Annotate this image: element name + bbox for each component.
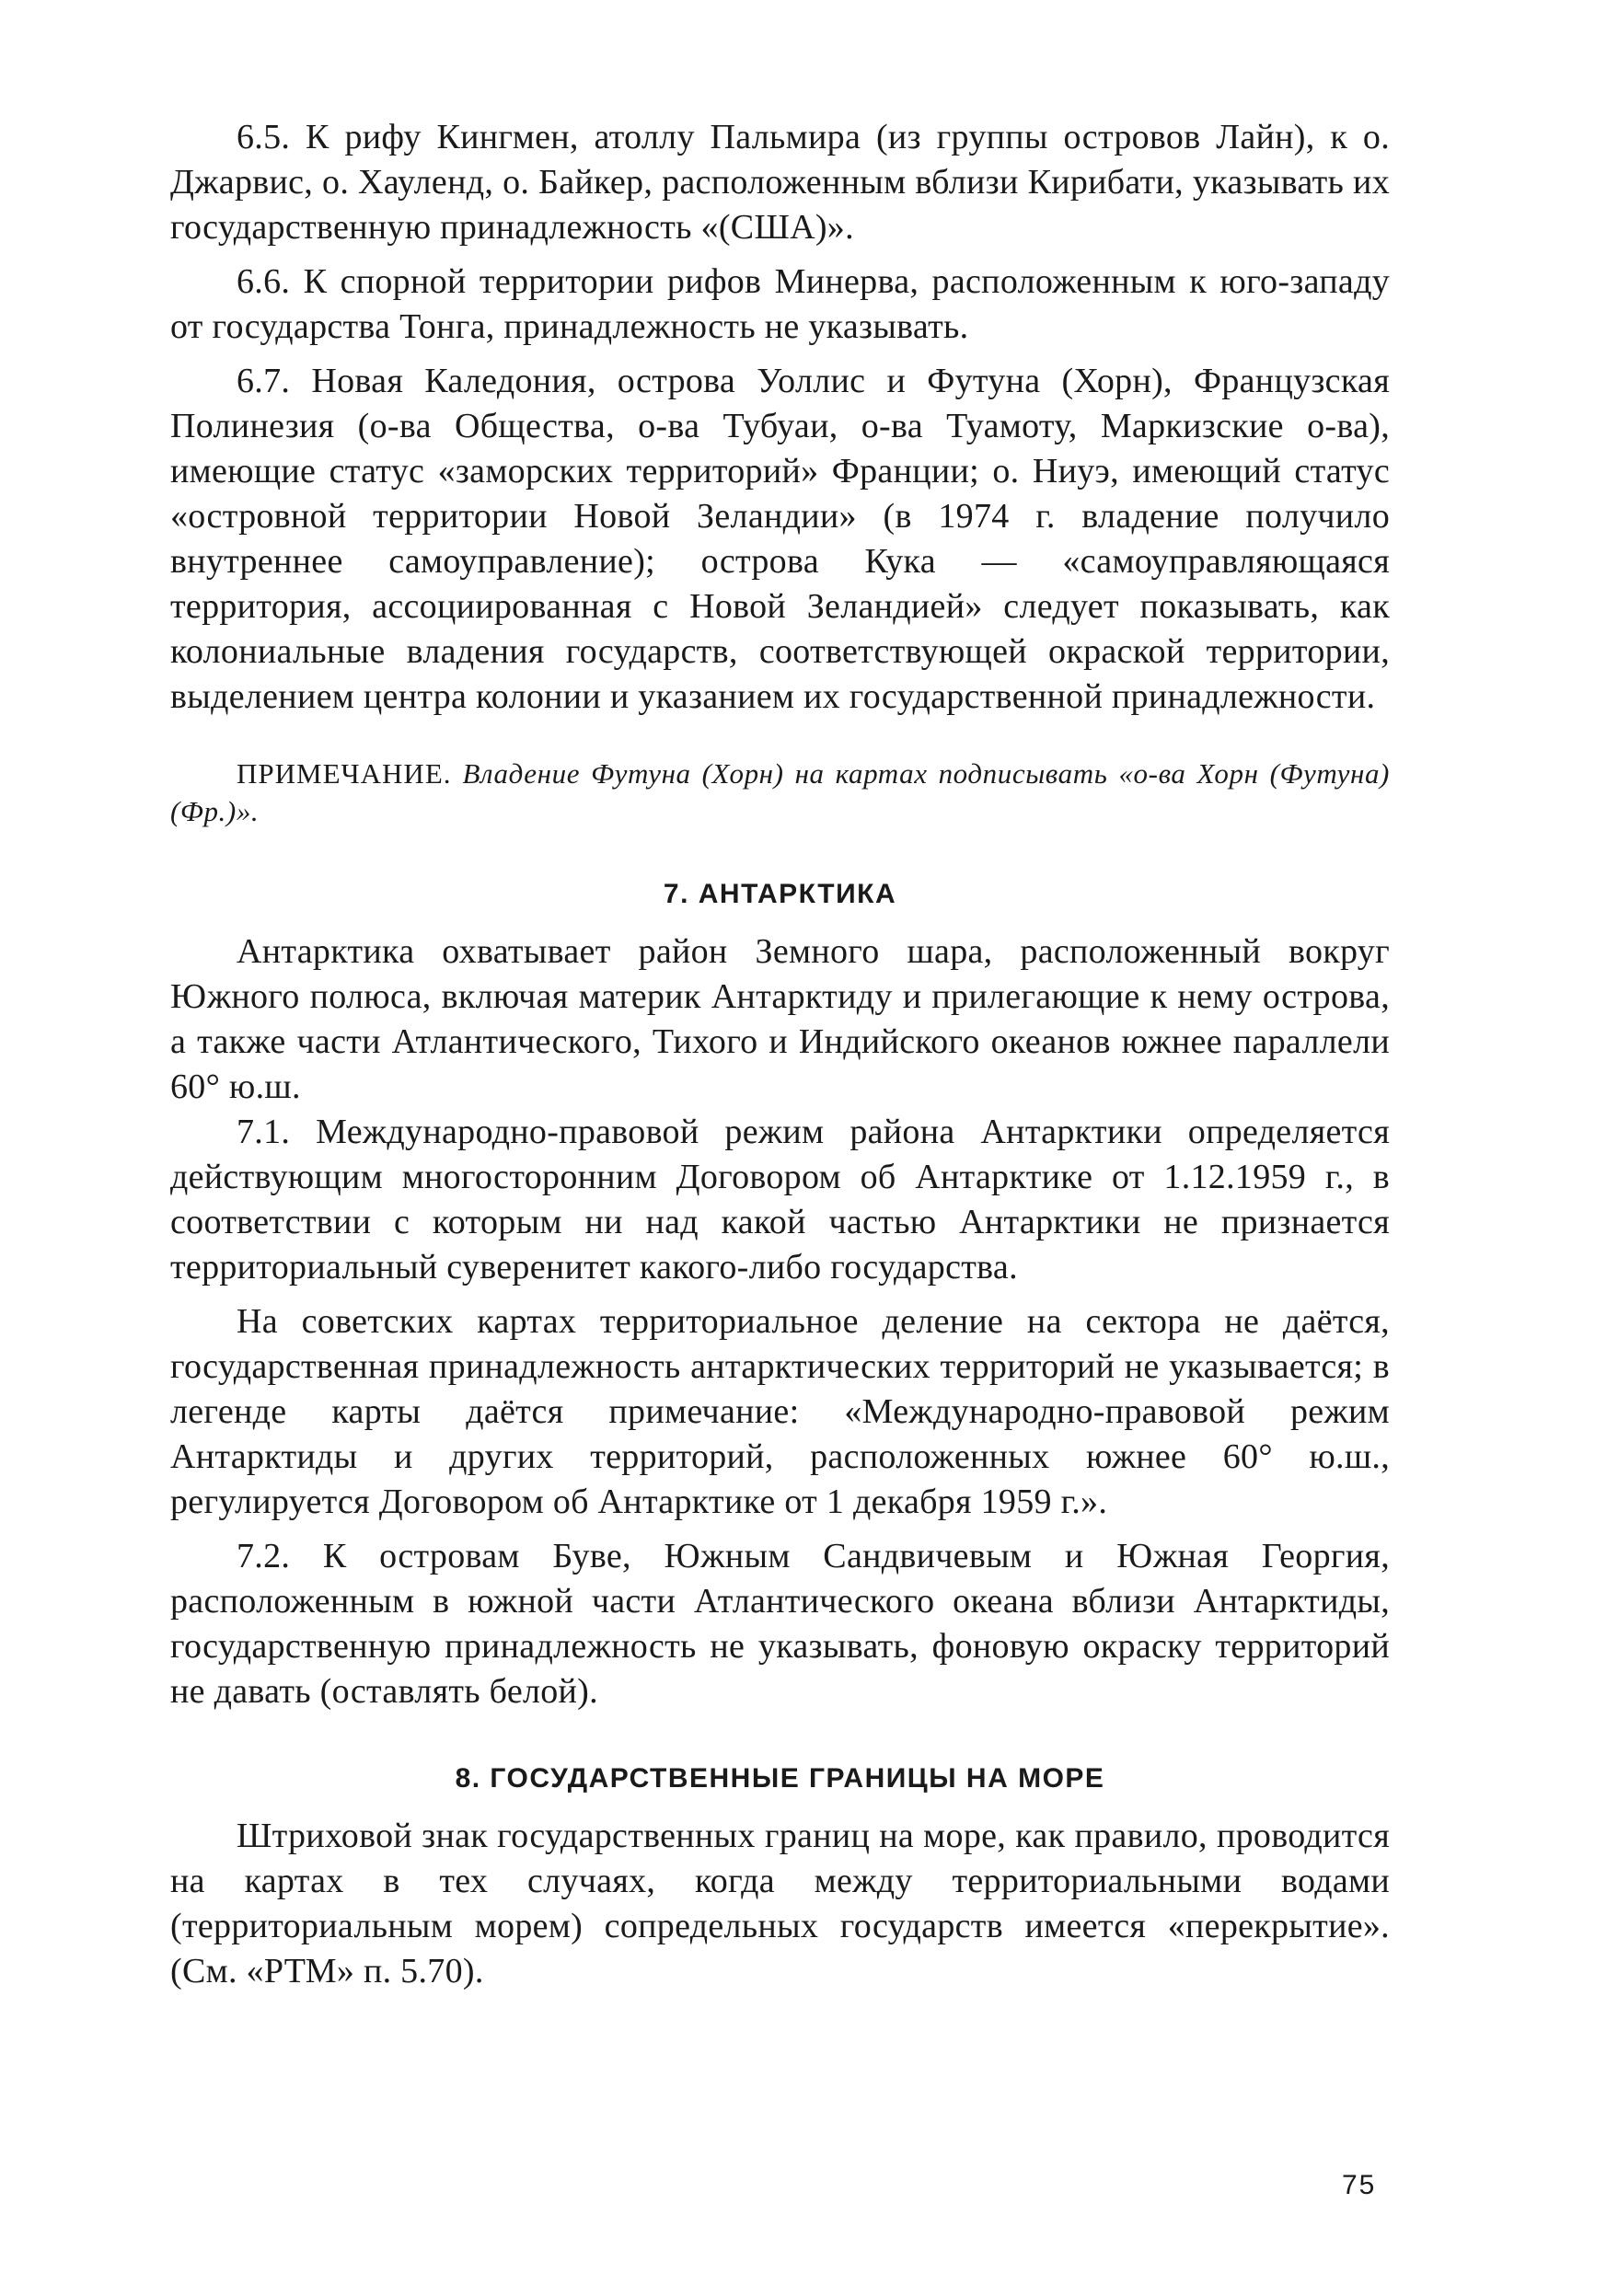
note-lead: ПРИМЕЧАНИЕ. bbox=[237, 757, 452, 790]
paragraph-7-1: 7.1. Международно-правовой режим района Антарктики определяется действующим многосторонним Договором об Антарктике от 1.12.1959 г., в соответствии с которым ни над какой частью Антарктики не признается территориальный суверенитет какого-либо государства. bbox=[170, 1113, 1390, 1286]
paragraph-6-7: 6.7. Новая Каледония, острова Уоллис и Футуна (Хорн), Французская Полинезия (о-ва Общества, о-ва Тубуаи, о-ва Туамоту, Маркизские о-ва), имеющие статус «заморских территорий» Франции; о. Ниуэ, имеющий статус «островной территории Новой Зеландии» (в 1974 г. владение получило внутреннее самоуправление); острова Кука — «самоуправляющаяся территория, ассоциированная с Новой Зеландией» следует показывать, как колониальные владения государств, соответствующей окраской территории, выделением центра колонии и указанием их государственной принадлежности. bbox=[170, 362, 1390, 716]
section-7-intro: Антарктика охватывает район Земного шара, расположенный вокруг Южного полюса, включая материк Антарктиду и прилегающие к нему острова, а также части Атлантического, Тихого и Индийского океанов южнее параллели 60° ю.ш. bbox=[170, 932, 1390, 1106]
paragraph-6-5: 6.5. К рифу Кингмен, атоллу Пальмира (из группы островов Лайн), к о. Джарвис, о. Хауленд, о. Байкер, расположенным вблизи Кирибати, указывать их государственную принадлежность «(США)». bbox=[170, 118, 1390, 247]
paragraph-7-2: 7.2. К островам Буве, Южным Сандвичевым и Южная Георгия, расположенным в южной части Атлантического океана вблизи Антарктиды, государственную принадлежность не указывать, фоновую окраску территорий не давать (оставлять белой). bbox=[170, 1537, 1390, 1711]
document-page bbox=[170, 115, 1390, 1994]
note bbox=[170, 755, 1390, 830]
section-8-heading: 8. ГОСУДАРСТВЕННЫЕ ГРАНИЦЫ НА МОРЕ bbox=[455, 1763, 1105, 1794]
paragraph-6-6: 6.6. К спорной территории рифов Минерва, расположенным к юго-западу от государства Тонга, принадлежность не указывать. bbox=[170, 262, 1390, 346]
page-number: 75 bbox=[1342, 2170, 1377, 2200]
section-7-heading: 7. АНТАРКТИКА bbox=[663, 879, 897, 909]
paragraph-soviet-maps: На советских картах территориальное деление на сектора не даётся, государственная принадлежность антарктических территорий не указывается; в легенде карты даётся примечание: «Международно-правовой режим Антарктиды и других территорий, расположенных южнее 60° ю.ш., регулируется Договором об Антарктике от 1 декабря 1959 г.». bbox=[170, 1302, 1390, 1521]
section-8-paragraph: Штриховой знак государственных границ на море, как правило, проводится на картах в тех случаях, когда между территориальными водами (территориальным морем) сопредельных государств имеется «перекрытие». (См. «РТМ» п. 5.70). bbox=[170, 1817, 1390, 1990]
note-body: Владение Футуна (Хорн) на картах подписывать «о-ва Хорн (Футуна) (Фр.)». bbox=[170, 757, 1390, 827]
